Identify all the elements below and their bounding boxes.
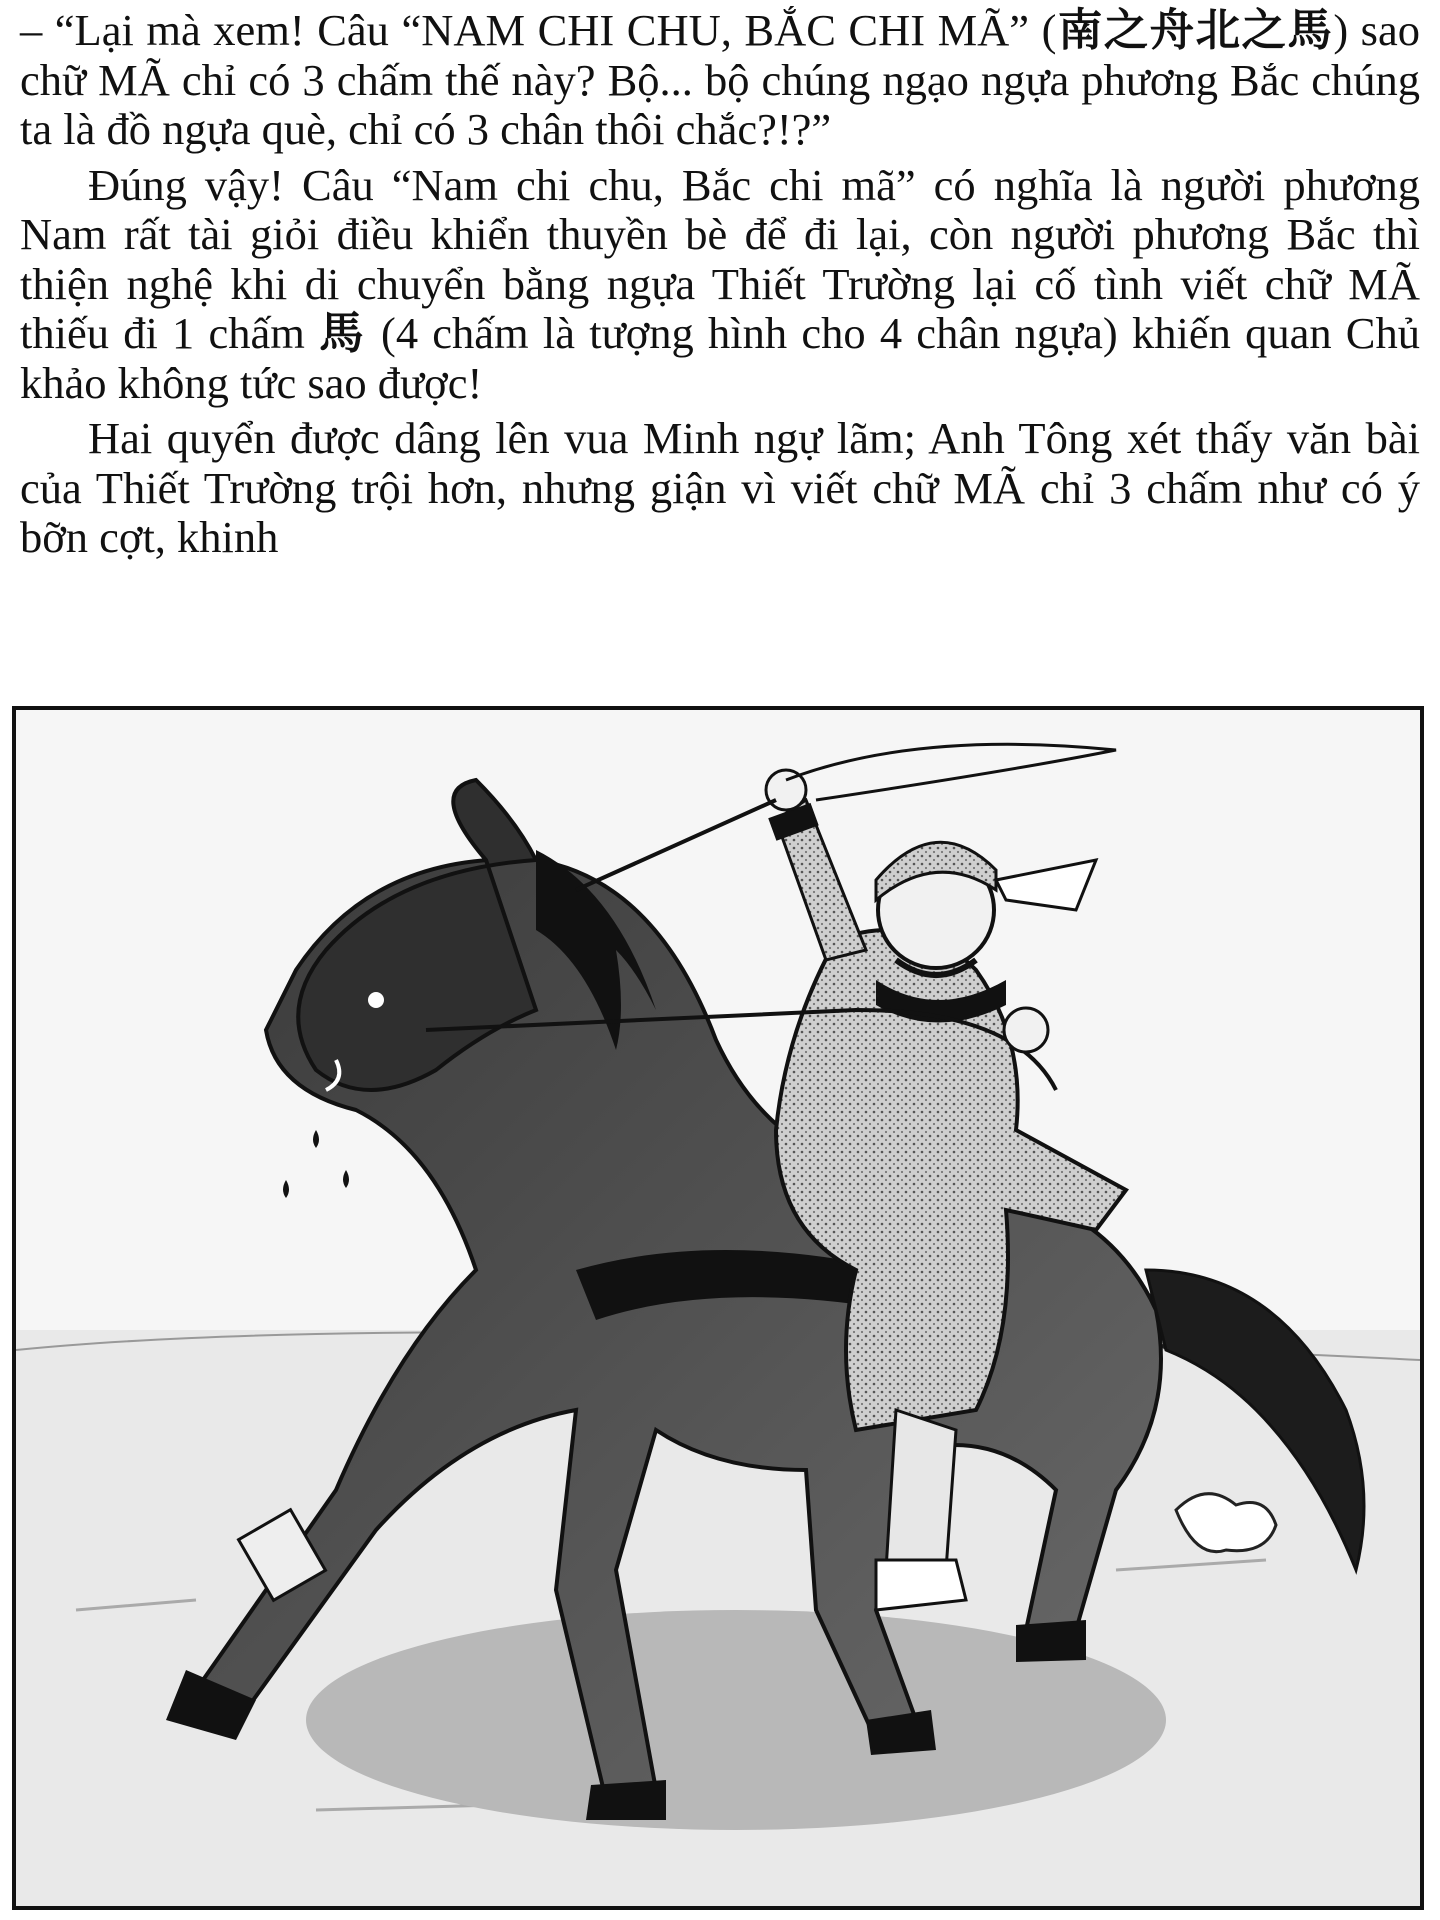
paragraph-3-text: Hai quyển được dâng lên vua Minh ngự lãm; Anh Tông xét thấy văn bài của Thiết Trường trội hơn, nhưng giận vì viết chữ MÃ chỉ 3 chấm như có ý bỡn cợt, khinh [20, 413, 1420, 562]
horse-eye [368, 992, 384, 1008]
paragraph-1-text: – “Lại mà xem! Câu “NAM CHI CHU, BẮC CHI MÃ” ( [20, 5, 1057, 55]
chinese-phrase: 南之舟北之馬 [1056, 5, 1334, 56]
rider-boot [876, 1560, 966, 1610]
chinese-character-ma: 馬 [319, 308, 367, 359]
whip-handle [576, 800, 776, 890]
hoof [586, 1780, 666, 1820]
paragraph-1 [20, 6, 1420, 155]
whip-lash [786, 744, 1116, 800]
article-text [20, 6, 1420, 563]
paragraph-2-text: Đúng vậy! Câu “Nam chi chu, Bắc chi mã” có nghĩa là người phương Nam rất tài giỏi điều khiển thuyền bè để đi lại, còn người phương Bắc thì thiện nghệ khi di chuyển bằng ngựa Thiết Trường lại cố tình viết chữ MÃ thiếu đi 1 chấm [20, 159, 1420, 358]
sweat-drops [283, 1130, 349, 1198]
paragraph-3 [20, 414, 1420, 563]
paragraph-2 [20, 161, 1420, 409]
hoof [1016, 1620, 1086, 1662]
paragraph-1-rest: ) sao chữ MÃ chỉ có 3 chấm thế này? Bộ... bộ chúng ngạo ngựa phương Bắc chúng ta là đồ ngựa què, chỉ có 3 chân thôi chắc?!?” [20, 5, 1420, 154]
paragraph-2-rest: (4 chấm là tượng hình cho 4 chân ngựa) khiến quan Chủ khảo không tức sao được! [20, 308, 1420, 408]
rider-leg [886, 1410, 956, 1570]
rider-on-horse-illustration [16, 710, 1420, 1906]
illustration-panel [12, 706, 1424, 1910]
rider-hand-reins [1004, 1008, 1048, 1052]
